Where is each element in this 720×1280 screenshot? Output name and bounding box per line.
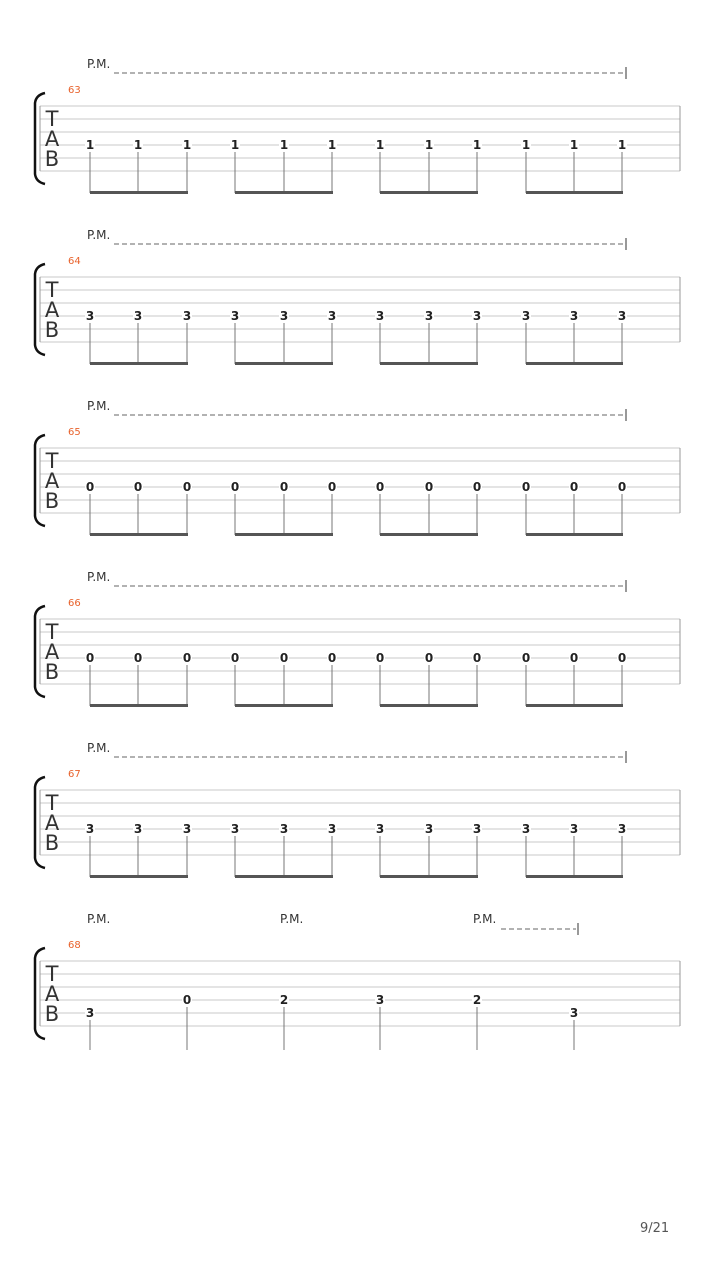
fret-number: 3	[569, 309, 579, 323]
fret-number: 0	[182, 480, 192, 494]
fret-number: 0	[133, 480, 143, 494]
tab-clef-letter: T	[45, 620, 59, 644]
note-beam	[90, 191, 188, 194]
note-beam	[526, 362, 623, 365]
fret-number: 3	[375, 309, 385, 323]
fret-number: 3	[617, 309, 627, 323]
fret-number: 1	[569, 138, 579, 152]
fret-number: 0	[133, 651, 143, 665]
fret-number: 3	[133, 822, 143, 836]
tab-clef-letter: A	[44, 469, 60, 493]
palm-mute-label: P.M.	[87, 399, 111, 413]
fret-number: 0	[327, 480, 337, 494]
measure-number: 65	[68, 427, 81, 438]
tab-clef-letter: B	[44, 660, 60, 684]
fret-number: 0	[472, 480, 482, 494]
fret-number: 3	[327, 309, 337, 323]
fret-number: 1	[327, 138, 337, 152]
note-beam	[526, 704, 623, 707]
tab-clef-letter: B	[44, 831, 60, 855]
fret-number: 3	[569, 822, 579, 836]
measure-number: 66	[68, 598, 81, 609]
palm-mute-label: P.M.	[87, 57, 111, 71]
page-number: 9/21	[640, 1221, 670, 1236]
fret-number: 1	[521, 138, 531, 152]
note-beam	[380, 533, 478, 536]
measure-number: 63	[68, 85, 81, 96]
tab-clef-letter: B	[44, 1002, 60, 1026]
tab-clef-letter: A	[44, 640, 60, 664]
fret-number: 3	[327, 822, 337, 836]
fret-number: 3	[375, 993, 385, 1007]
palm-mute-label: P.M.	[87, 912, 111, 926]
fret-number: 3	[182, 822, 192, 836]
note-beam	[380, 875, 478, 878]
fret-number: 0	[569, 480, 579, 494]
note-beam	[235, 875, 333, 878]
note-beam	[380, 704, 478, 707]
palm-mute-label: P.M.	[87, 570, 111, 584]
fret-number: 1	[472, 138, 482, 152]
fret-number: 3	[617, 822, 627, 836]
tab-clef-letter: A	[44, 982, 60, 1006]
fret-number: 2	[472, 993, 482, 1007]
palm-mute-label: P.M.	[280, 912, 304, 926]
fret-number: 0	[521, 651, 531, 665]
fret-number: 0	[230, 480, 240, 494]
fret-number: 3	[569, 1006, 579, 1020]
tab-clef-letter: A	[44, 298, 60, 322]
fret-number: 0	[85, 480, 95, 494]
measure-number: 64	[68, 256, 81, 267]
fret-number: 0	[569, 651, 579, 665]
fret-number: 0	[424, 651, 434, 665]
fret-number: 3	[85, 309, 95, 323]
note-beam	[526, 533, 623, 536]
fret-number: 3	[375, 822, 385, 836]
palm-mute-label: P.M.	[87, 741, 111, 755]
fret-number: 3	[472, 822, 482, 836]
tab-clef-letter: T	[45, 278, 59, 302]
fret-number: 1	[133, 138, 143, 152]
note-beam	[526, 875, 623, 878]
fret-number: 3	[521, 822, 531, 836]
tab-clef-letter: T	[45, 107, 59, 131]
fret-number: 1	[375, 138, 385, 152]
fret-number: 3	[230, 309, 240, 323]
note-beam	[526, 191, 623, 194]
note-beam	[235, 191, 333, 194]
fret-number: 0	[521, 480, 531, 494]
tab-clef-letter: T	[45, 791, 59, 815]
fret-number: 1	[182, 138, 192, 152]
note-beam	[380, 191, 478, 194]
fret-number: 0	[375, 651, 385, 665]
note-beam	[235, 533, 333, 536]
fret-number: 0	[182, 651, 192, 665]
note-beam	[380, 362, 478, 365]
measure-number: 67	[68, 769, 81, 780]
fret-number: 0	[375, 480, 385, 494]
fret-number: 3	[279, 822, 289, 836]
note-beam	[90, 362, 188, 365]
fret-number: 3	[472, 309, 482, 323]
fret-number: 3	[85, 822, 95, 836]
fret-number: 0	[85, 651, 95, 665]
tab-clef-letter: A	[44, 127, 60, 151]
palm-mute-label: P.M.	[87, 228, 111, 242]
fret-number: 0	[472, 651, 482, 665]
fret-number: 3	[85, 1006, 95, 1020]
fret-number: 3	[424, 309, 434, 323]
note-beam	[235, 704, 333, 707]
fret-number: 1	[424, 138, 434, 152]
fret-number: 0	[279, 651, 289, 665]
note-beam	[90, 533, 188, 536]
tab-clef-letter: A	[44, 811, 60, 835]
fret-number: 1	[85, 138, 95, 152]
tab-clef-letter: B	[44, 318, 60, 342]
fret-number: 1	[230, 138, 240, 152]
fret-number: 1	[279, 138, 289, 152]
fret-number: 0	[230, 651, 240, 665]
fret-number: 3	[182, 309, 192, 323]
fret-number: 3	[424, 822, 434, 836]
palm-mute-label: P.M.	[473, 912, 497, 926]
fret-number: 2	[279, 993, 289, 1007]
fret-number: 0	[424, 480, 434, 494]
fret-number: 0	[279, 480, 289, 494]
fret-number: 0	[182, 993, 192, 1007]
note-beam	[235, 362, 333, 365]
fret-number: 3	[230, 822, 240, 836]
fret-number: 1	[617, 138, 627, 152]
fret-number: 0	[327, 651, 337, 665]
fret-number: 0	[617, 480, 627, 494]
tab-clef-letter: T	[45, 449, 59, 473]
tab-clef-letter: T	[45, 962, 59, 986]
fret-number: 3	[279, 309, 289, 323]
measure-number: 68	[68, 940, 81, 951]
fret-number: 3	[133, 309, 143, 323]
fret-number: 0	[617, 651, 627, 665]
tab-clef-letter: B	[44, 147, 60, 171]
note-beam	[90, 704, 188, 707]
tab-clef-letter: B	[44, 489, 60, 513]
note-beam	[90, 875, 188, 878]
fret-number: 3	[521, 309, 531, 323]
